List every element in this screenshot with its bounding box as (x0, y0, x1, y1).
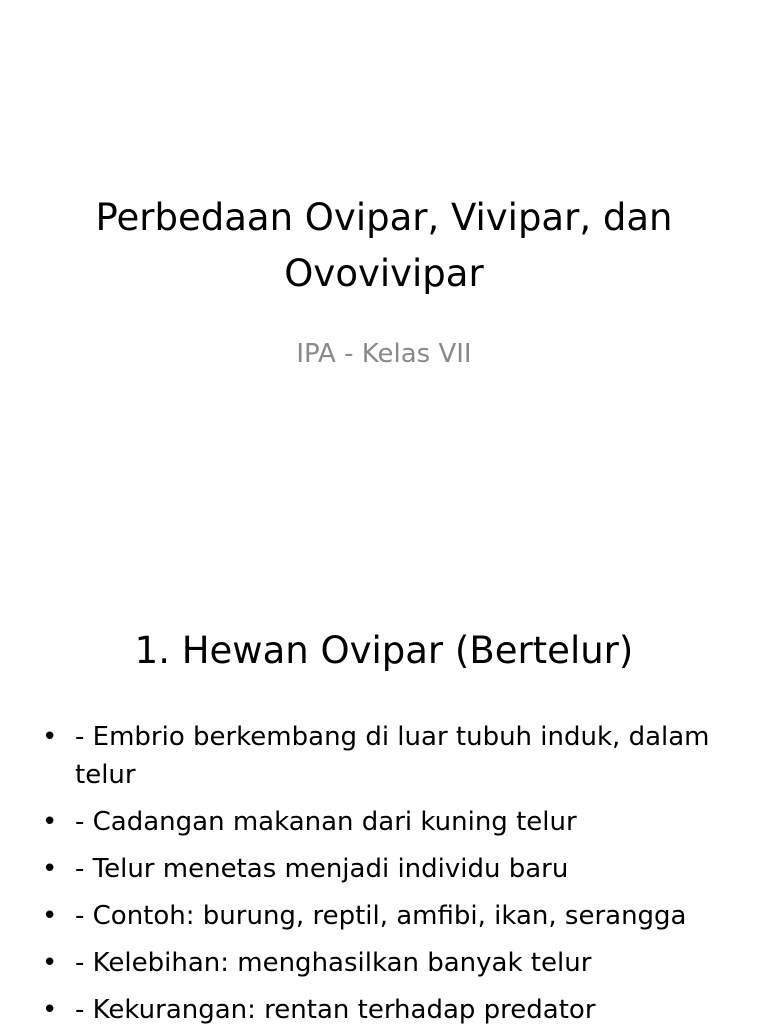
bullet-item (40, 991, 730, 1024)
bullet-text: - Kelebihan: menghasilkan banyak telur (75, 948, 592, 978)
bullet-item (40, 718, 730, 794)
bullet-dot-icon: • (42, 807, 58, 837)
bullet-list (40, 718, 730, 1024)
section-heading: 1. Hewan Ovipar (Bertelur) (134, 629, 634, 672)
bullet-text: - Telur menetas menjadi individu baru (75, 854, 569, 884)
bullet-dot-icon: • (42, 901, 58, 931)
bullet-item (40, 850, 730, 888)
bullet-dot-icon: • (42, 995, 58, 1024)
slide-subtitle: IPA - Kelas VII (296, 339, 472, 369)
slide-title: Perbedaan Ovipar, Vivipar, dan Ovovivipar (95, 196, 673, 295)
bullet-text: - Embrio berkembang di luar tubuh induk, dalam telur (75, 722, 710, 790)
bullet-item (40, 897, 730, 935)
bullet-text: - Kekurangan: rentan terhadap predator (75, 995, 596, 1024)
bullet-text: - Contoh: burung, reptil, amfibi, ikan, serangga (75, 901, 687, 931)
bullet-item (40, 944, 730, 982)
bullet-dot-icon: • (42, 948, 58, 978)
bullet-dot-icon: • (42, 854, 58, 884)
bullet-text: - Cadangan makanan dari kuning telur (75, 807, 577, 837)
bullet-item (40, 803, 730, 841)
bullet-dot-icon: • (42, 722, 58, 752)
